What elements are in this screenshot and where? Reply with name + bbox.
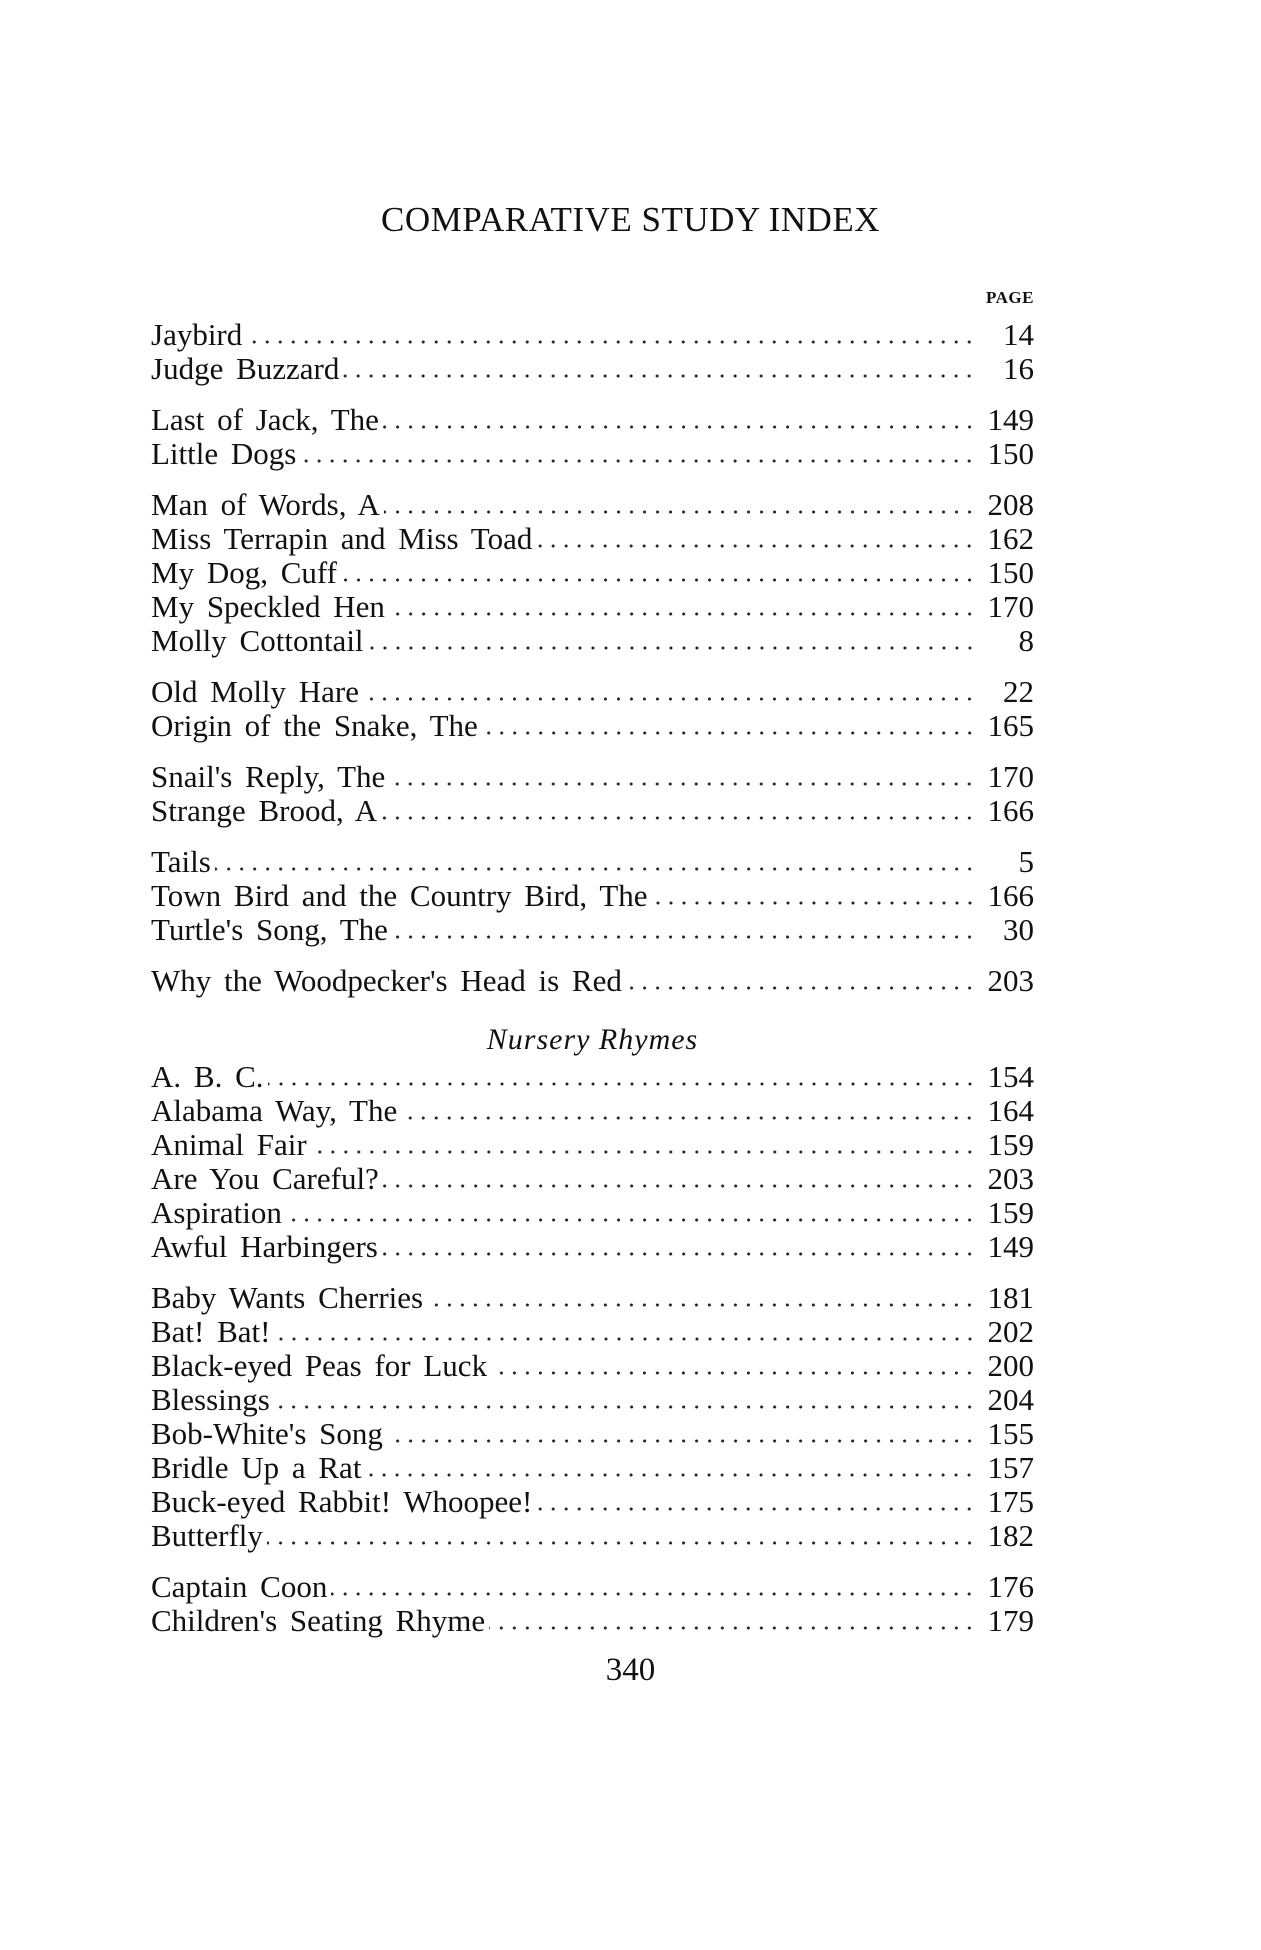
index-entry: [151, 1315, 1034, 1349]
entry-title: Town Bird and the Country Bird, The: [151, 878, 648, 913]
entry-page-number: 155: [987, 1416, 1034, 1451]
dot-leader: [343, 373, 976, 379]
index-group: [151, 760, 1034, 828]
entry-title: Bat! Bat!: [151, 1314, 271, 1349]
index-entry: [151, 675, 1034, 709]
index-entry: [151, 318, 1034, 352]
dot-leader: [311, 1149, 976, 1155]
entry-title: Tails: [151, 844, 211, 879]
dot-leader: [652, 900, 976, 906]
index-group: [151, 318, 1034, 386]
index-entry: [151, 794, 1034, 828]
entry-title: Children's Seating Rhyme: [151, 1603, 486, 1638]
entry-page-number: 154: [987, 1059, 1034, 1094]
entry-page-number: 16: [1003, 351, 1034, 386]
dot-leader: [383, 424, 976, 430]
entry-title: Man of Words, A: [151, 487, 380, 522]
index-group: [151, 403, 1034, 471]
entry-title: Black-eyed Peas for Luck: [151, 1348, 488, 1383]
entry-page-number: 14: [1003, 317, 1034, 352]
dot-leader: [482, 730, 976, 736]
entry-title: Animal Fair: [151, 1127, 307, 1162]
entry-title: My Dog, Cuff: [151, 555, 337, 590]
entry-page-number: 208: [987, 487, 1034, 522]
entry-page-number: 5: [1018, 844, 1034, 879]
dot-leader: [536, 1506, 976, 1512]
index-entry: [151, 1519, 1034, 1553]
entry-page-number: 170: [987, 589, 1034, 624]
dot-leader: [384, 509, 976, 515]
entry-page-number: 165: [987, 708, 1034, 743]
index-entry: [151, 1281, 1034, 1315]
index-entry: [151, 1128, 1034, 1162]
dot-leader: [383, 1183, 976, 1189]
entry-title: Strange Brood, A: [151, 793, 378, 828]
dot-leader: [267, 1540, 976, 1546]
page-title: COMPARATIVE STUDY INDEX: [381, 200, 880, 239]
dot-leader: [275, 1336, 977, 1342]
dot-leader: [286, 1217, 976, 1223]
dot-leader: [489, 1625, 976, 1631]
dot-leader: [274, 1404, 976, 1410]
section-heading: Nursery Rhymes: [486, 1023, 699, 1056]
dot-leader: [368, 645, 976, 651]
index-entry: [151, 556, 1034, 590]
entry-page-number: 200: [987, 1348, 1034, 1383]
entry-page-number: 159: [987, 1127, 1034, 1162]
entry-title: Miss Terrapin and Miss Toad: [151, 521, 533, 556]
dot-leader: [341, 577, 976, 583]
entry-page-number: 8: [1018, 623, 1034, 658]
dot-leader: [389, 611, 976, 617]
entry-title: Blessings: [151, 1382, 270, 1417]
entry-page-number: 149: [987, 1229, 1034, 1264]
dot-leader: [215, 866, 976, 872]
dot-leader: [382, 1251, 976, 1257]
index-main-entries: [151, 318, 1034, 998]
index-entry: [151, 1349, 1034, 1383]
dot-leader: [246, 339, 976, 345]
entry-title: Bridle Up a Rat: [151, 1450, 362, 1485]
dot-leader: [536, 543, 976, 549]
dot-leader: [268, 1081, 977, 1087]
index-entry: [151, 624, 1034, 658]
entry-page-number: 166: [987, 793, 1034, 828]
index-entry: [151, 1604, 1034, 1638]
dot-leader: [365, 1472, 976, 1478]
dot-leader: [401, 1115, 976, 1121]
dot-leader: [381, 815, 976, 821]
index-list: [151, 318, 1034, 1638]
entry-title: Molly Cottontail: [151, 623, 364, 658]
entry-page-number: 182: [987, 1518, 1034, 1553]
entry-title: Jaybird: [151, 317, 243, 352]
entry-title: Are You Careful?: [151, 1161, 379, 1196]
entry-page-number: 157: [987, 1450, 1034, 1485]
entry-page-number: 181: [987, 1280, 1034, 1315]
index-entry: [151, 488, 1034, 522]
entry-title: Alabama Way, The: [151, 1093, 398, 1128]
entry-page-number: 164: [987, 1093, 1034, 1128]
entry-page-number: 203: [987, 1161, 1034, 1196]
entry-title: Baby Wants Cherries: [151, 1280, 424, 1315]
entry-title: Why the Woodpecker's Head is Red: [151, 963, 622, 998]
index-entry: [151, 709, 1034, 743]
entry-page-number: 159: [987, 1195, 1034, 1230]
entry-page-number: 203: [987, 963, 1034, 998]
dot-leader: [626, 985, 976, 991]
entry-page-number: 149: [987, 402, 1034, 437]
index-entry: [151, 913, 1034, 947]
entry-title: Judge Buzzard: [151, 351, 340, 386]
dot-leader: [363, 696, 976, 702]
index-group: [151, 488, 1034, 658]
index-entry: [151, 845, 1034, 879]
index-entry: [151, 352, 1034, 386]
dot-leader: [331, 1591, 976, 1597]
entry-page-number: 30: [1003, 912, 1034, 947]
index-entry: [151, 1162, 1034, 1196]
index-entry: [151, 760, 1034, 794]
entry-title: Awful Harbingers: [151, 1229, 378, 1264]
entry-page-number: 166: [987, 878, 1034, 913]
entry-title: Little Dogs: [151, 436, 297, 471]
entry-title: Snail's Reply, The: [151, 759, 386, 794]
index-group: [151, 964, 1034, 998]
index-entry: [151, 590, 1034, 624]
entry-title: Origin of the Snake, The: [151, 708, 478, 743]
dot-leader: [392, 934, 976, 940]
dot-leader: [389, 781, 976, 787]
entry-title: Aspiration: [151, 1195, 282, 1230]
entry-title: Buck-eyed Rabbit! Whoopee!: [151, 1484, 533, 1519]
index-group: [151, 845, 1034, 947]
entry-page-number: 150: [987, 555, 1034, 590]
index-group: [151, 1570, 1034, 1638]
index-group: [151, 675, 1034, 743]
index-entry: [151, 522, 1034, 556]
entry-title: Bob-White's Song: [151, 1416, 383, 1451]
entry-page-number: 175: [987, 1484, 1034, 1519]
dot-leader: [300, 458, 976, 464]
entry-title: Captain Coon: [151, 1569, 328, 1604]
entry-page-number: 162: [987, 521, 1034, 556]
index-entry: [151, 1485, 1034, 1519]
index-entry: [151, 1196, 1034, 1230]
dot-leader: [387, 1438, 976, 1444]
entry-title: My Speckled Hen: [151, 589, 385, 624]
index-entry: [151, 1094, 1034, 1128]
index-group: [151, 1060, 1034, 1264]
entry-page-number: 170: [987, 759, 1034, 794]
index-entry: [151, 964, 1034, 998]
index-entry: [151, 1417, 1034, 1451]
page-number: 340: [605, 1652, 656, 1688]
index-nursery-entries: [151, 1060, 1034, 1638]
entry-page-number: 176: [987, 1569, 1034, 1604]
index-entry: [151, 1451, 1034, 1485]
entry-page-number: 204: [987, 1382, 1034, 1417]
entry-title: Last of Jack, The: [151, 402, 379, 437]
page-column-header: PAGE: [986, 288, 1034, 307]
index-entry: [151, 1230, 1034, 1264]
index-entry: [151, 437, 1034, 471]
entry-page-number: 150: [987, 436, 1034, 471]
entry-page-number: 179: [987, 1603, 1034, 1638]
index-group: [151, 1281, 1034, 1553]
index-entry: [151, 403, 1034, 437]
entry-page-number: 202: [987, 1314, 1034, 1349]
entry-title: A. B. C.: [151, 1059, 264, 1094]
index-entry: [151, 1570, 1034, 1604]
entry-title: Turtle's Song, The: [151, 912, 388, 947]
index-entry: [151, 879, 1034, 913]
entry-title: Butterfly: [151, 1518, 263, 1553]
entry-title: Old Molly Hare: [151, 674, 360, 709]
index-entry: [151, 1060, 1034, 1094]
index-entry: [151, 1383, 1034, 1417]
dot-leader: [491, 1370, 976, 1376]
dot-leader: [427, 1302, 976, 1308]
entry-page-number: 22: [1003, 674, 1034, 709]
